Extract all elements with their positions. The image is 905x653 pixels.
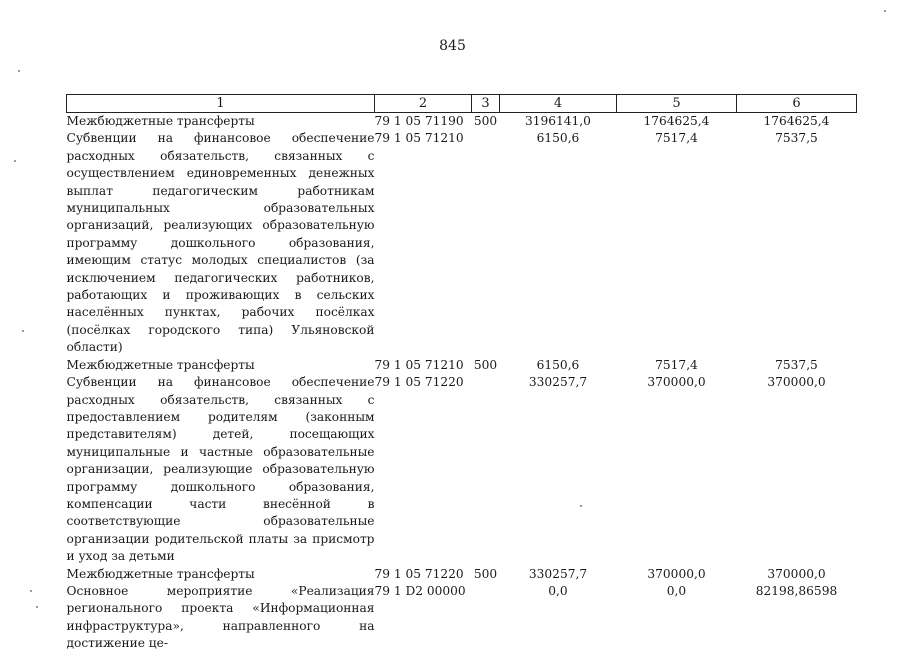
row-value-2: 0,0: [666, 583, 687, 598]
header-col-year2: 5: [617, 95, 737, 113]
row-code: 79 1 05 71220: [374, 566, 464, 581]
row-value-1: 6150,6: [536, 131, 580, 146]
row-value-1: 3196141,0: [525, 114, 591, 128]
row-code: 79 1 D2 00000: [374, 583, 466, 598]
header-col-code: 2: [375, 95, 472, 113]
row-vr: 500: [473, 357, 498, 372]
row-code: 79 1 05 71210: [374, 131, 464, 146]
scan-speck: [18, 70, 20, 72]
row-vr: [472, 583, 500, 653]
table-row: [67, 374, 857, 565]
row-name: Межбюджетные трансферты: [66, 566, 255, 581]
header-col-year1: 4: [500, 95, 617, 113]
row-value-3: 370000,0: [767, 566, 826, 581]
table-row: [67, 113, 857, 131]
row-name: Межбюджетные трансферты: [66, 114, 255, 128]
row-value-1: 330257,7: [528, 566, 588, 581]
row-value-2: 1764625,4: [643, 114, 710, 128]
row-value-3: 7537,5: [775, 131, 818, 146]
header-col-vr: 3: [472, 95, 500, 113]
page-number: 845: [439, 38, 466, 54]
row-name: Субвенции на финансовое обеспечение расходных обязательств, связанных с осуществлением единовременных денежных выплат педагогическим работникам муниципальных образовательных организаций, реализующих образовательную программу дошкольного образования, имеющим статус молодых специалистов (за исключением педагогических работников, работающих и проживающих в сельских населённых пунктах, рабочих посёлках (посёлках городского типа) Ульяновской области): [66, 131, 375, 355]
row-value-2: 7517,4: [655, 357, 698, 372]
row-vr: [472, 130, 500, 356]
scan-speck: [36, 606, 38, 608]
row-value-2: 370000,0: [647, 566, 706, 581]
row-vr: 500: [473, 114, 498, 128]
table-row: [67, 583, 857, 653]
row-value-1: 330257,7: [528, 375, 588, 390]
row-value-2: 7517,4: [655, 131, 698, 146]
row-value-2: 370000,0: [647, 375, 706, 390]
row-vr: 500: [473, 566, 498, 581]
row-value-1: 0,0: [548, 583, 568, 598]
row-code: 79 1 05 71220: [374, 375, 464, 390]
table-row: [67, 357, 857, 374]
row-code: 79 1 05 71190: [374, 114, 464, 128]
row-name: Основное мероприятие «Реализация регионального проекта «Информационная инфраструктура», направленного на достижение це-: [66, 583, 375, 651]
row-value-1: 6150,6: [536, 357, 580, 372]
table-row: [67, 566, 857, 583]
row-value-3: 82198,86598: [755, 583, 838, 598]
row-name: Межбюджетные трансферты: [66, 357, 255, 372]
scan-speck: [14, 160, 16, 162]
table-row: [67, 130, 857, 356]
header-col-year3: 6: [737, 95, 857, 113]
scan-speck: [30, 590, 32, 592]
row-vr: [472, 374, 500, 565]
row-value-3: 7537,5: [775, 357, 818, 372]
row-code: 79 1 05 71210: [374, 357, 464, 372]
row-name: Субвенции на финансовое обеспечение расходных обязательств, связанных с предоставлением родителям (законным представителям) детей, посещающих муниципальные и частные образовательные организации, реализующие образовательную программу дошкольного образования, компенсации части внесённой в соответствующие образовательные организации родительской платы за присмотр и уход за детьми: [66, 375, 375, 564]
row-value-3: 1764625,4: [763, 114, 830, 128]
row-value-3: 370000,0: [767, 375, 826, 390]
budget-table: [66, 94, 857, 653]
scan-speck: [580, 505, 582, 507]
scan-speck: [22, 330, 24, 332]
scan-speck: [884, 10, 886, 12]
header-row: [67, 95, 857, 113]
header-col-name: 1: [67, 95, 375, 113]
